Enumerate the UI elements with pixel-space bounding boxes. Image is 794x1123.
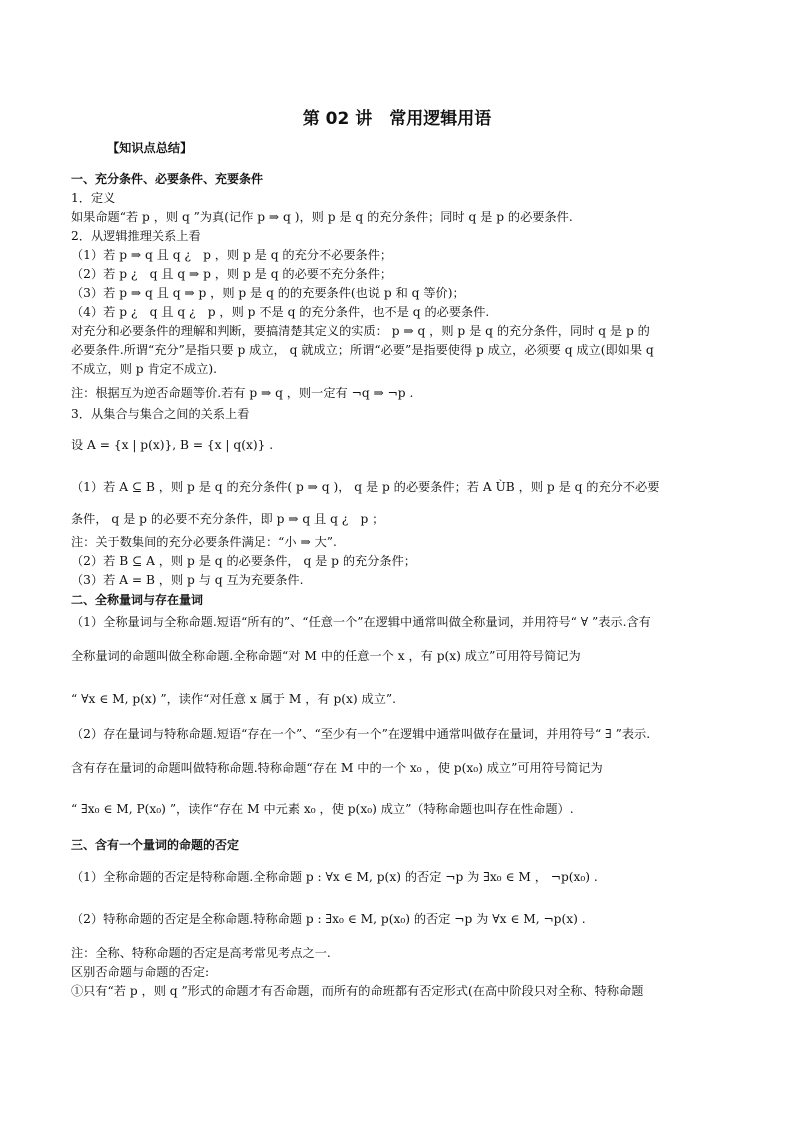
paragraph-line: “ ∀x ∈ M, p(x) ”，读作“对任意 x 属于 M ，有 p(x) 成立”. (71, 692, 396, 706)
knowledge-summary-tag: 【知识点总结】 (107, 141, 193, 155)
paragraph-line: 不成立，则 p 肯定不成立). (71, 362, 218, 376)
list-item: （3）若 A = B ，则 p 与 q 互为充要条件. (71, 573, 304, 587)
paragraph-line: 对充分和必要条件的理解和判断，要搞清楚其定义的实质： p ⇒ q ，则 p 是 q 的充分条件，同时 q 是 p 的 (71, 324, 650, 338)
list-item: （1）若 A ⊆ B ，则 p 是 q 的充分条件( p ⇒ q )， q 是 p 的必要条件；若 A ÙB ，则 p 是 q 的充分不必要 (71, 480, 660, 494)
set-definition: 设 A = {x | p(x)}, B = {x | q(x)} . (71, 438, 274, 452)
paragraph-line: （1）全称量词与全称命题.短语“所有的”、“任意一个”在逻辑中通常叫做全称量词，并用符号“ ∀ ”表示.含有 (71, 615, 651, 629)
paragraph-line: 如果命题“若 p ，则 q ”为真(记作 p ⇒ q )，则 p 是 q 的充分条件；同时 q 是 p 的必要条件. (71, 210, 573, 224)
section-heading-2: 二、全称量词与存在量词 (71, 593, 204, 607)
section-heading-3: 三、含有一个量词的命题的否定 (71, 838, 240, 852)
subheading-sets: 3．从集合与集合之间的关系上看 (71, 407, 250, 421)
paragraph-line: 区别否命题与命题的否定: (71, 965, 210, 979)
lecture-title: 第 02 讲 常用逻辑用语 (302, 109, 492, 129)
list-item: （1）全称命题的否定是特称命题.全称命题 p : ∀x ∈ M, p(x) 的否定 ¬p 为 ∃x₀ ∈ M ， ¬p(x₀) . (71, 870, 598, 884)
paragraph-line: 含有存在量词的命题叫做特称命题.特称命题“存在 M 中的一个 x₀ ，使 p(x₀) 成立”可用符号简记为 (71, 761, 603, 775)
paragraph-line: （2）存在量词与特称命题.短语“存在一个”、“至少有一个”在逻辑中通常叫做存在量词，并用符号“ ∃ ”表示. (71, 727, 651, 741)
subheading-definition: 1．定义 (71, 191, 116, 205)
paragraph-line: 必要条件.所谓“充分”是指只要 p 成立， q 就成立；所谓“必要”是指要使得 p 成立，必须要 q 成立(即如果 q (71, 343, 654, 357)
list-item-continued: 条件， q 是 p 的必要不充分条件，即 p ⇒ q 且 q ¿ p ； (71, 512, 385, 526)
note-line: 注：全称、特称命题的否定是高考常见考点之一. (71, 946, 331, 960)
subheading-logic: 2．从逻辑推理关系上看 (71, 229, 201, 243)
paragraph-line: “ ∃x₀ ∈ M, P(x₀) ”，读作“存在 M 中元素 x₀ ，使 p(x₀) 成立”（特称命题也叫存在性命题）. (71, 802, 574, 816)
list-item: （2）若 p ¿ q 且 q ⇒ p ，则 p 是 q 的必要不充分条件； (71, 267, 393, 281)
paragraph-line: 全称量词的命题叫做全称命题.全称命题“对 M 中的任意一个 x ，有 p(x) 成立”可用符号简记为 (71, 649, 581, 663)
paragraph-line: ①只有“若 p ，则 q ”形式的命题才有否命题，而所有的命班都有否定形式(在高中阶段只对全称、特称命题 (71, 984, 644, 998)
note-line: 注：关于数集间的充分必要条件满足：“小 ⇒ 大”. (71, 535, 337, 549)
list-item: （2）若 B ⊆ A ，则 p 是 q 的必要条件， q 是 p 的充分条件； (71, 554, 416, 568)
note-line: 注：根据互为逆否命题等价.若有 p ⇒ q ，则一定有 ¬q ⇒ ¬p . (71, 386, 414, 400)
list-item: （1）若 p ⇒ q 且 q ¿ p ，则 p 是 q 的充分不必要条件； (71, 248, 393, 262)
section-heading-1: 一、充分条件、必要条件、充要条件 (71, 172, 264, 186)
list-item: （2）特称命题的否定是全称命题.特称命题 p : ∃x₀ ∈ M, p(x₀) 的否定 ¬p 为 ∀x ∈ M, ¬p(x) . (71, 912, 586, 926)
list-item: （4）若 p ¿ q 且 q ¿ p ，则 p 不是 q 的充分条件，也不是 q 的必要条件. (71, 305, 490, 319)
list-item: （3）若 p ⇒ q 且 q ⇒ p ，则 p 是 q 的的充要条件(也说 p 和 q 等价)； (71, 286, 465, 300)
